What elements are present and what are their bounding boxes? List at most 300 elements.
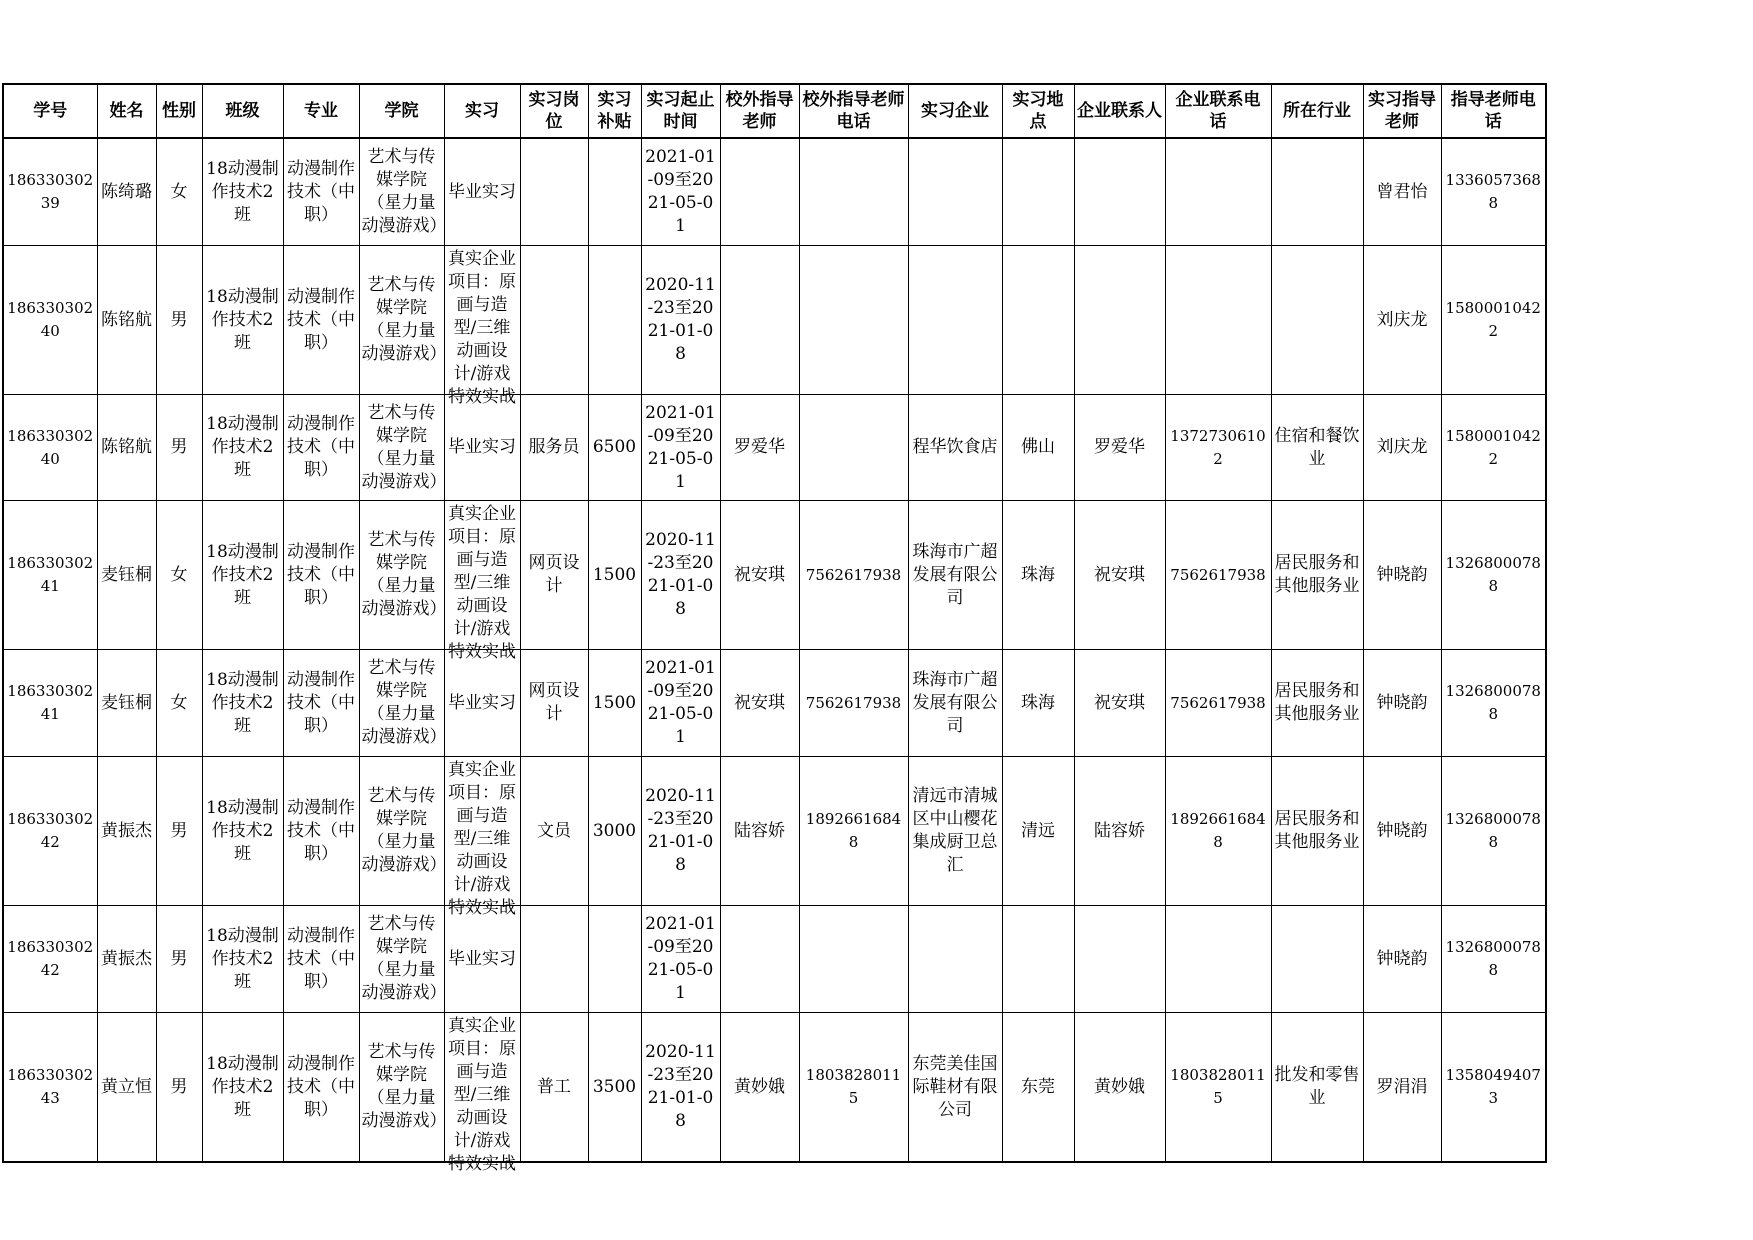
header-class: 班级 — [202, 84, 283, 138]
cell-company — [908, 757, 1002, 906]
cell-name — [97, 138, 156, 246]
cell-gender — [156, 246, 202, 395]
cell-company — [908, 501, 1002, 650]
cell-major — [283, 395, 359, 501]
table-row — [3, 395, 1546, 501]
cell-location — [1002, 246, 1074, 395]
cell-position-text: 普工 — [537, 1076, 571, 1097]
cell-internship — [444, 650, 520, 757]
table-body — [3, 138, 1546, 1174]
cell-tutor-phone-text: 13268000788 — [1445, 938, 1541, 979]
cell-position — [520, 246, 588, 395]
cell-name — [97, 757, 156, 906]
cell-position-text: 文员 — [537, 820, 571, 841]
cell-class — [202, 906, 283, 1013]
cell-external-tutor-text: 祝安琪 — [734, 564, 785, 585]
cell-class — [202, 395, 283, 501]
cell-tutor — [1363, 246, 1441, 395]
cell-tutor-text: 钟晓韵 — [1376, 692, 1428, 713]
header-company: 实习企业 — [908, 84, 1002, 138]
cell-location — [1002, 501, 1074, 650]
cell-college-text: 艺术与传媒学院（星力量动漫游戏） — [361, 530, 447, 619]
cell-industry — [1271, 138, 1363, 246]
cell-major — [283, 138, 359, 246]
cell-external-tutor-phone — [799, 650, 908, 757]
cell-allowance — [588, 501, 641, 650]
cell-class — [202, 650, 283, 757]
cell-major-text: 动漫制作技术（中职） — [287, 669, 355, 736]
cell-major-text: 动漫制作技术（中职） — [287, 925, 355, 992]
cell-company-text: 清远市清城区中山樱花集成厨卫总汇 — [912, 786, 998, 875]
cell-location — [1002, 757, 1074, 906]
cell-internship-text: 真实企业项目：原画与造型/三维动画设计/游戏特效实战 — [448, 249, 516, 407]
cell-position — [520, 395, 588, 501]
cell-company-phone-text: 13727306102 — [1170, 426, 1266, 468]
cell-name — [97, 650, 156, 757]
cell-student-id-text: 18633030242 — [7, 938, 94, 979]
cell-company-phone-text: 18038280115 — [1170, 1066, 1266, 1107]
cell-period-text: 2021-01-09至2021-05-01 — [645, 914, 716, 1003]
cell-tutor-text: 钟晓韵 — [1376, 948, 1428, 969]
cell-gender — [156, 757, 202, 906]
cell-internship-text: 毕业实习 — [448, 437, 516, 457]
cell-company-phone — [1165, 1013, 1271, 1163]
cell-company-contact — [1074, 650, 1165, 757]
cell-name-text: 陈绮璐 — [101, 181, 152, 202]
cell-company-contact — [1074, 906, 1165, 1013]
cell-college-text: 艺术与传媒学院（星力量动漫游戏） — [361, 275, 447, 364]
header-gender: 性别 — [156, 84, 202, 138]
cell-external-tutor — [720, 246, 799, 395]
cell-tutor-phone-text: 15800010422 — [1445, 299, 1541, 340]
cell-company-contact — [1074, 501, 1165, 650]
cell-tutor — [1363, 138, 1441, 246]
cell-internship — [444, 1013, 520, 1174]
cell-gender-text: 男 — [170, 820, 188, 841]
cell-name — [97, 906, 156, 1013]
cell-name-text: 黄立恒 — [101, 1076, 152, 1097]
cell-period — [641, 906, 720, 1013]
cell-gender-text: 男 — [170, 1076, 188, 1097]
cell-gender-text: 男 — [170, 437, 188, 457]
cell-college — [359, 757, 447, 906]
table-row — [3, 1013, 1546, 1163]
cell-location — [1002, 1013, 1074, 1163]
cell-name-text: 麦钰桐 — [101, 692, 152, 713]
cell-allowance-text: 1500 — [592, 564, 637, 585]
cell-tutor-phone-text: 15800010422 — [1445, 426, 1541, 468]
cell-period-text: 2021-01-09至2021-05-01 — [645, 658, 716, 747]
cell-college-text: 艺术与传媒学院（星力量动漫游戏） — [361, 658, 447, 747]
internship-table-sheet — [2, 83, 1547, 1174]
cell-position — [520, 1013, 588, 1163]
cell-external-tutor-phone-text: 18038280115 — [805, 1066, 902, 1107]
cell-company-phone-text: 7562617938 — [1170, 693, 1266, 712]
cell-class — [202, 138, 283, 246]
cell-company-phone — [1165, 650, 1271, 757]
cell-location-text: 东莞 — [1021, 1076, 1055, 1097]
cell-period-text: 2020-11-23至2021-01-08 — [645, 275, 716, 364]
cell-internship-text: 真实企业项目：原画与造型/三维动画设计/游戏特效实战 — [448, 1016, 516, 1174]
cell-external-tutor-phone-text: 7562617938 — [805, 693, 902, 712]
cell-name-text: 黄振杰 — [101, 948, 152, 969]
cell-position — [520, 138, 588, 246]
cell-external-tutor-phone — [799, 501, 908, 650]
cell-college — [359, 501, 447, 650]
cell-tutor-phone-text: 13580494073 — [1445, 1066, 1541, 1107]
cell-tutor-phone-text: 13268000788 — [1445, 810, 1541, 851]
cell-position-text: 服务员 — [528, 437, 580, 457]
cell-external-tutor-phone — [799, 246, 908, 395]
cell-internship — [444, 246, 520, 407]
table-row — [3, 906, 1546, 1013]
cell-class-text: 18动漫制作技术2班 — [206, 414, 279, 480]
cell-student-id — [3, 757, 97, 906]
table-row — [3, 246, 1546, 395]
cell-allowance — [588, 757, 641, 906]
cell-college — [359, 395, 447, 501]
cell-company-phone-text: 7562617938 — [1170, 565, 1266, 584]
cell-company-phone — [1165, 906, 1271, 1013]
header-company-contact: 企业联系人 — [1074, 84, 1165, 138]
header-external-tutor: 校外指导老师 — [720, 84, 799, 138]
cell-internship — [444, 138, 520, 246]
cell-company-phone — [1165, 138, 1271, 246]
header-name: 姓名 — [97, 84, 156, 138]
cell-company-contact — [1074, 246, 1165, 395]
cell-external-tutor — [720, 395, 799, 501]
cell-industry — [1271, 757, 1363, 906]
cell-company-contact — [1074, 757, 1165, 906]
cell-student-id-text: 18633030240 — [7, 426, 94, 468]
cell-class — [202, 1013, 283, 1163]
header-position: 实习岗位 — [520, 84, 588, 138]
cell-student-id — [3, 395, 97, 501]
cell-allowance — [588, 138, 641, 246]
cell-period — [641, 1013, 720, 1163]
cell-student-id-text: 18633030241 — [7, 554, 94, 595]
cell-tutor-phone — [1441, 906, 1546, 1013]
cell-tutor — [1363, 650, 1441, 757]
cell-external-tutor — [720, 138, 799, 246]
cell-gender — [156, 501, 202, 650]
cell-position — [520, 650, 588, 757]
cell-tutor-text: 钟晓韵 — [1376, 820, 1428, 841]
cell-name — [97, 395, 156, 501]
cell-external-tutor — [720, 650, 799, 757]
cell-tutor-phone-text: 13360573688 — [1445, 171, 1541, 212]
cell-external-tutor — [720, 906, 799, 1013]
cell-industry — [1271, 395, 1363, 501]
cell-tutor-phone — [1441, 138, 1546, 246]
cell-external-tutor-phone — [799, 395, 908, 501]
cell-major-text: 动漫制作技术（中职） — [287, 158, 355, 225]
cell-allowance-text: 6500 — [592, 437, 637, 457]
cell-tutor — [1363, 395, 1441, 501]
cell-student-id-text: 18633030239 — [7, 171, 94, 212]
cell-student-id-text: 18633030240 — [7, 299, 94, 340]
header-tutor: 实习指导老师 — [1363, 84, 1441, 138]
cell-major — [283, 246, 359, 395]
cell-company-phone — [1165, 501, 1271, 650]
table-row — [3, 138, 1546, 246]
cell-internship — [444, 757, 520, 918]
cell-industry-text: 居民服务和其他服务业 — [1274, 681, 1360, 724]
cell-company-contact — [1074, 138, 1165, 246]
cell-college-text: 艺术与传媒学院（星力量动漫游戏） — [361, 914, 447, 1003]
cell-location-text: 清远 — [1021, 820, 1055, 841]
cell-class-text: 18动漫制作技术2班 — [206, 158, 279, 225]
cell-company-text: 东莞美佳国际鞋材有限公司 — [912, 1053, 998, 1120]
cell-industry-text: 住宿和餐饮业 — [1274, 425, 1360, 469]
cell-gender-text: 男 — [170, 948, 188, 969]
internship-table — [2, 83, 1547, 1174]
cell-internship-text: 真实企业项目：原画与造型/三维动画设计/游戏特效实战 — [448, 504, 516, 662]
cell-external-tutor-phone-text: 7562617938 — [805, 565, 902, 584]
table-row — [3, 501, 1546, 650]
cell-internship — [444, 395, 520, 501]
cell-tutor-phone — [1441, 1013, 1546, 1163]
cell-external-tutor — [720, 757, 799, 906]
cell-major-text: 动漫制作技术（中职） — [287, 414, 355, 480]
cell-name — [97, 1013, 156, 1163]
cell-company — [908, 246, 1002, 395]
cell-company-text: 珠海市广超发展有限公司 — [912, 541, 998, 608]
cell-external-tutor — [720, 501, 799, 650]
cell-tutor-text: 罗涓涓 — [1376, 1076, 1428, 1097]
cell-company-contact — [1074, 1013, 1165, 1163]
cell-class-text: 18动漫制作技术2班 — [206, 925, 279, 992]
cell-major — [283, 1013, 359, 1163]
cell-student-id-text: 18633030242 — [7, 810, 94, 851]
cell-major-text: 动漫制作技术（中职） — [287, 541, 355, 608]
cell-period — [641, 246, 720, 395]
cell-tutor — [1363, 501, 1441, 650]
cell-external-tutor-text: 黄妙娥 — [734, 1076, 785, 1097]
cell-position — [520, 501, 588, 650]
cell-gender — [156, 138, 202, 246]
cell-location — [1002, 650, 1074, 757]
cell-external-tutor — [720, 1013, 799, 1163]
cell-class-text: 18动漫制作技术2班 — [206, 1053, 279, 1120]
cell-student-id — [3, 1013, 97, 1163]
cell-company-text: 程华饮食店 — [912, 437, 998, 457]
cell-company-text: 珠海市广超发展有限公司 — [912, 669, 998, 736]
cell-allowance — [588, 395, 641, 501]
cell-tutor-phone — [1441, 501, 1546, 650]
cell-major-text: 动漫制作技术（中职） — [287, 797, 355, 864]
cell-position — [520, 906, 588, 1013]
cell-location — [1002, 138, 1074, 246]
cell-location-text: 珠海 — [1021, 692, 1055, 713]
table-row — [3, 757, 1546, 906]
cell-industry-text: 批发和零售业 — [1274, 1065, 1360, 1108]
cell-tutor-text: 刘庆龙 — [1376, 309, 1428, 330]
cell-internship — [444, 501, 520, 662]
cell-class — [202, 501, 283, 650]
cell-external-tutor-phone — [799, 906, 908, 1013]
cell-tutor-phone-text: 13268000788 — [1445, 554, 1541, 595]
cell-company — [908, 395, 1002, 501]
cell-period-text: 2021-01-09至2021-05-01 — [645, 147, 716, 236]
cell-college-text: 艺术与传媒学院（星力量动漫游戏） — [361, 402, 447, 492]
cell-company-contact-text: 陆容娇 — [1094, 820, 1145, 841]
cell-major-text: 动漫制作技术（中职） — [287, 1053, 355, 1120]
cell-student-id — [3, 650, 97, 757]
header-company-phone: 企业联系电话 — [1165, 84, 1271, 138]
header-industry: 所在行业 — [1271, 84, 1363, 138]
table-row — [3, 650, 1546, 757]
cell-internship-text: 毕业实习 — [448, 181, 516, 202]
cell-gender-text: 女 — [170, 181, 188, 202]
cell-period-text: 2020-11-23至2021-01-08 — [645, 530, 716, 619]
cell-tutor — [1363, 757, 1441, 906]
cell-external-tutor-text: 祝安琪 — [734, 692, 785, 713]
cell-student-id — [3, 906, 97, 1013]
cell-class-text: 18动漫制作技术2班 — [206, 286, 279, 353]
header-location: 实习地点 — [1002, 84, 1074, 138]
cell-allowance-text: 3000 — [592, 820, 637, 841]
cell-allowance — [588, 246, 641, 395]
cell-allowance — [588, 650, 641, 757]
cell-gender-text: 男 — [170, 309, 188, 330]
cell-external-tutor-phone-text: 18926616848 — [805, 810, 902, 851]
cell-company-phone — [1165, 395, 1271, 501]
cell-company — [908, 138, 1002, 246]
cell-major — [283, 501, 359, 650]
cell-class-text: 18动漫制作技术2班 — [206, 797, 279, 864]
cell-company — [908, 906, 1002, 1013]
cell-internship-text: 真实企业项目：原画与造型/三维动画设计/游戏特效实战 — [448, 760, 516, 918]
cell-allowance — [588, 906, 641, 1013]
cell-industry — [1271, 246, 1363, 395]
cell-name — [97, 501, 156, 650]
cell-gender-text: 女 — [170, 692, 188, 713]
cell-college-text: 艺术与传媒学院（星力量动漫游戏） — [361, 147, 447, 236]
cell-period — [641, 757, 720, 906]
cell-company-phone-text: 18926616848 — [1170, 810, 1266, 851]
cell-allowance-text: 3500 — [592, 1076, 637, 1097]
header-internship: 实习 — [444, 84, 520, 138]
cell-student-id-text: 18633030241 — [7, 682, 94, 723]
cell-external-tutor-phone — [799, 1013, 908, 1163]
cell-gender-text: 女 — [170, 564, 188, 585]
cell-internship-text: 毕业实习 — [448, 692, 516, 713]
cell-company-contact-text: 祝安琪 — [1094, 692, 1145, 713]
cell-company-phone — [1165, 246, 1271, 395]
cell-tutor-phone — [1441, 395, 1546, 501]
cell-period-text: 2021-01-09至2021-05-01 — [645, 402, 716, 492]
header-tutor-phone: 指导老师电话 — [1441, 84, 1546, 138]
cell-name-text: 黄振杰 — [101, 820, 152, 841]
header-student-id: 学号 — [3, 84, 97, 138]
cell-tutor-text: 钟晓韵 — [1376, 564, 1428, 585]
cell-college — [359, 650, 447, 757]
cell-company — [908, 1013, 1002, 1163]
cell-student-id — [3, 501, 97, 650]
cell-name — [97, 246, 156, 395]
cell-tutor-phone-text: 13268000788 — [1445, 682, 1541, 723]
cell-location-text: 珠海 — [1021, 564, 1055, 585]
cell-gender — [156, 1013, 202, 1163]
cell-allowance — [588, 1013, 641, 1163]
cell-college-text: 艺术与传媒学院（星力量动漫游戏） — [361, 1042, 447, 1131]
cell-college — [359, 1013, 447, 1163]
cell-industry-text: 居民服务和其他服务业 — [1274, 553, 1360, 596]
cell-gender — [156, 650, 202, 757]
cell-tutor — [1363, 1013, 1441, 1163]
cell-period — [641, 650, 720, 757]
cell-external-tutor-phone — [799, 757, 908, 906]
cell-period — [641, 395, 720, 501]
cell-major — [283, 757, 359, 906]
cell-name-text: 麦钰桐 — [101, 564, 152, 585]
cell-name-text: 陈铭航 — [101, 437, 152, 457]
cell-gender — [156, 395, 202, 501]
cell-industry — [1271, 1013, 1363, 1163]
cell-external-tutor-phone — [799, 138, 908, 246]
cell-external-tutor-text: 陆容娇 — [734, 820, 785, 841]
cell-company-phone — [1165, 757, 1271, 906]
cell-position-text: 网页设计 — [528, 553, 580, 596]
cell-internship-text: 毕业实习 — [448, 948, 516, 969]
header-period: 实习起止时间 — [641, 84, 720, 138]
cell-industry — [1271, 906, 1363, 1013]
cell-position-text: 网页设计 — [528, 681, 580, 724]
cell-industry — [1271, 501, 1363, 650]
cell-college-text: 艺术与传媒学院（星力量动漫游戏） — [361, 786, 447, 875]
cell-tutor — [1363, 906, 1441, 1013]
cell-internship — [444, 906, 520, 1013]
cell-position — [520, 757, 588, 906]
cell-period-text: 2020-11-23至2021-01-08 — [645, 1042, 716, 1131]
header-allowance: 实习补贴 — [588, 84, 641, 138]
cell-tutor-text: 刘庆龙 — [1376, 437, 1428, 457]
cell-industry — [1271, 650, 1363, 757]
header-external-tutor-phone: 校外指导老师电话 — [799, 84, 908, 138]
cell-company-contact-text: 黄妙娥 — [1094, 1076, 1145, 1097]
cell-company-contact-text: 罗爱华 — [1094, 437, 1145, 457]
cell-tutor-text: 曾君怡 — [1376, 181, 1428, 202]
header-row — [3, 84, 1546, 138]
cell-industry-text: 居民服务和其他服务业 — [1274, 809, 1360, 852]
cell-class — [202, 246, 283, 395]
header-college: 学院 — [359, 84, 444, 138]
cell-company-contact — [1074, 395, 1165, 501]
header-major: 专业 — [283, 84, 359, 138]
cell-student-id — [3, 138, 97, 246]
cell-tutor-phone — [1441, 757, 1546, 906]
cell-location — [1002, 906, 1074, 1013]
cell-class-text: 18动漫制作技术2班 — [206, 669, 279, 736]
cell-period-text: 2020-11-23至2021-01-08 — [645, 786, 716, 875]
cell-major — [283, 906, 359, 1013]
cell-college — [359, 138, 447, 246]
cell-tutor-phone — [1441, 246, 1546, 395]
cell-student-id — [3, 246, 97, 395]
cell-class — [202, 757, 283, 906]
cell-college — [359, 906, 447, 1013]
cell-company — [908, 650, 1002, 757]
cell-location — [1002, 395, 1074, 501]
cell-college — [359, 246, 447, 395]
cell-class-text: 18动漫制作技术2班 — [206, 541, 279, 608]
cell-name-text: 陈铭航 — [101, 309, 152, 330]
cell-period — [641, 501, 720, 650]
cell-student-id-text: 18633030243 — [7, 1066, 94, 1107]
cell-company-contact-text: 祝安琪 — [1094, 564, 1145, 585]
cell-external-tutor-text: 罗爱华 — [734, 437, 785, 457]
